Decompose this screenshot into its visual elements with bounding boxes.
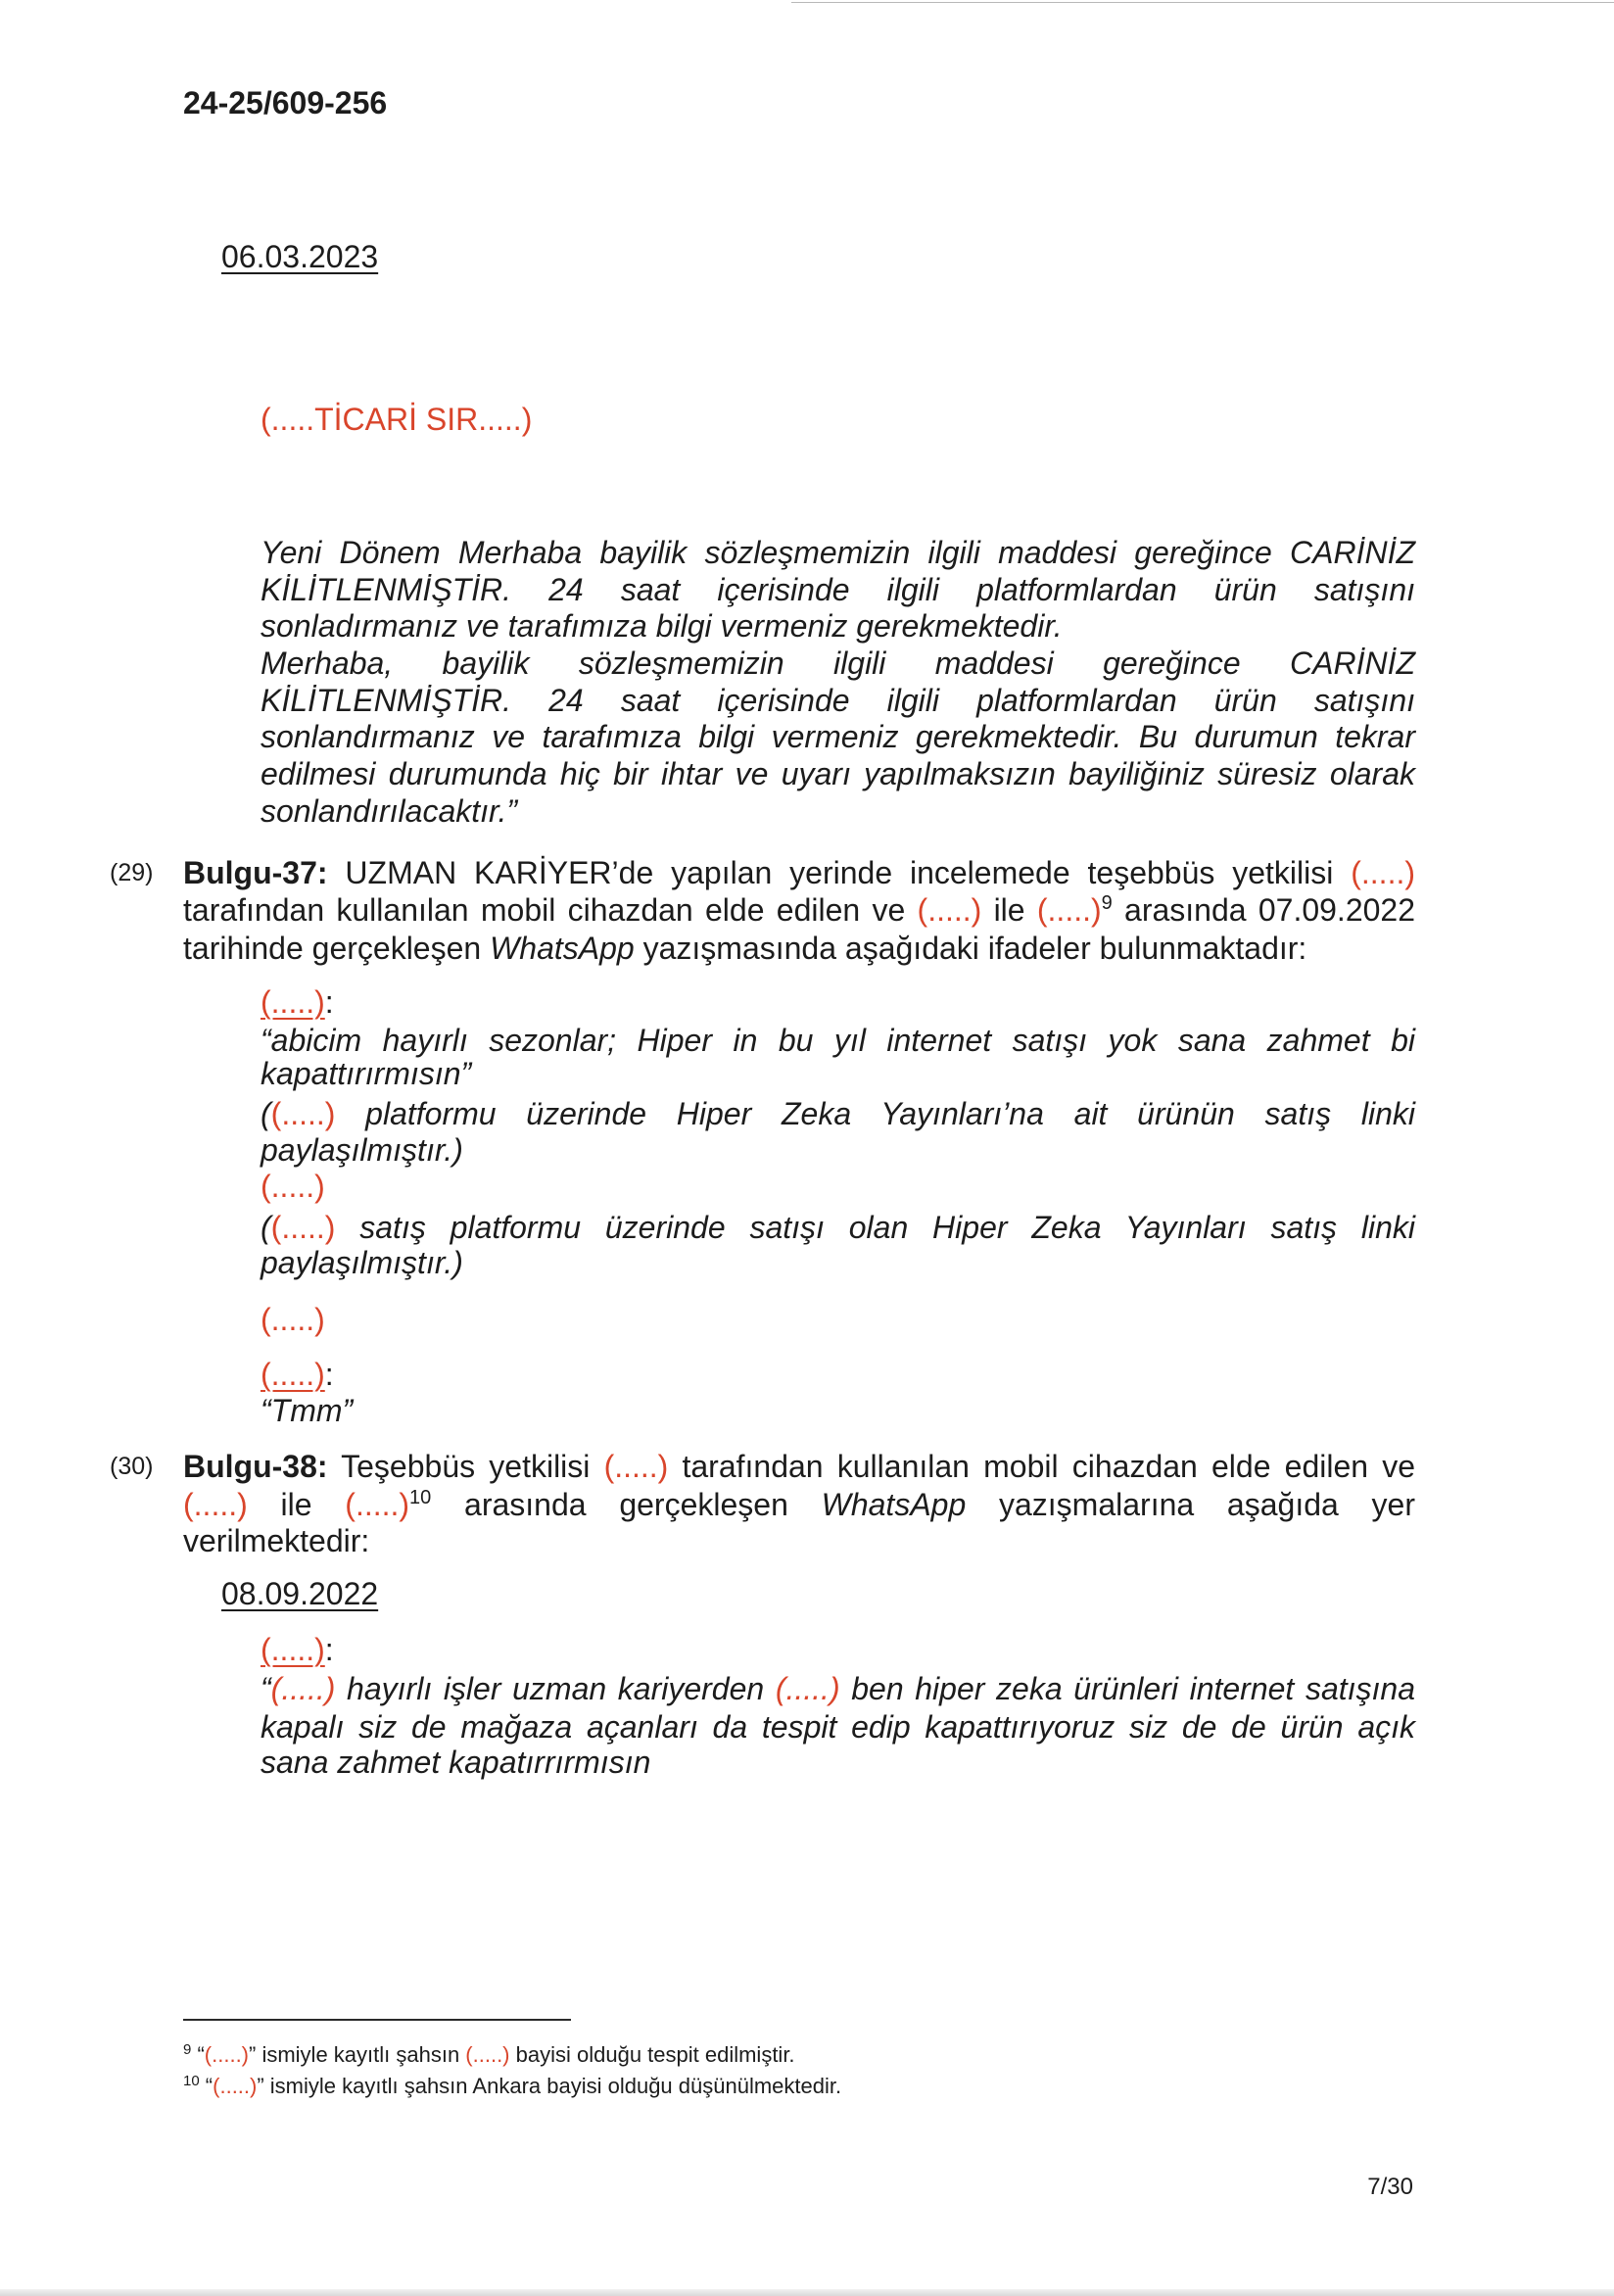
redaction-mark: (.....) [917, 892, 982, 928]
redaction-mark: (.....) [261, 1302, 325, 1337]
chat-note-line [261, 1209, 1415, 1246]
footnote-text: bayisi olduğu tespit edilmiştir. [509, 2042, 795, 2067]
sender-colon: : [324, 1357, 334, 1392]
message-line: KİLİTLENMİŞTİR. 24 saat içerisinde ilgili platformlardan ürün satışını [261, 572, 1415, 607]
document-number: 24-25/609-256 [183, 85, 388, 120]
note-paren: ( [261, 1210, 271, 1245]
redaction-mark: (.....) [261, 1169, 325, 1204]
message-line: sonlandırmanız ve tarafımıza bilgi vermeniz gerekmektedir. Bu durumun tekrar [261, 719, 1415, 754]
footnote-10 [183, 2072, 841, 2101]
message-line: sonladırmanız ve tarafımıza bilgi vermeniz gerekmektedir. [261, 608, 1063, 644]
redaction-mark: (.....) [465, 2042, 510, 2067]
footnote-text: “ [199, 2074, 214, 2098]
note-text: satış platformu üzerinde satışı olan Hiper Zeka Yayınları satış linki [335, 1210, 1415, 1245]
redaction-mark: (.....) [213, 2074, 258, 2098]
redaction-mark: (.....) [1036, 892, 1102, 928]
chat-message-line: sana zahmet kapatırrırmısın [261, 1745, 651, 1780]
paragraph-text: yazışmalarına aşağıda yer [966, 1487, 1416, 1522]
trade-secret-redaction: (.....TİCARİ SIR.....) [261, 402, 533, 437]
chat-note-line [261, 1095, 1415, 1132]
paragraph-text: arasında gerçekleşen [431, 1487, 822, 1522]
chat-sender [261, 983, 1415, 1021]
paragraph-29-line [183, 891, 1415, 929]
chat-reply: “Tmm” [261, 1393, 354, 1428]
chat-message-line: kapattırırmısın” [261, 1056, 472, 1091]
paragraph-text: arasında 07.09.2022 [1112, 892, 1416, 928]
message-line: edilmesi durumunda hiç bir ihtar ve uyarı yapılmaksızın bayiliğiniz süresiz olarak [261, 756, 1415, 791]
message-text: ben hiper zeka ürünleri internet satışına [839, 1671, 1416, 1706]
note-paren: ( [261, 1096, 271, 1131]
chat-sender [261, 1356, 1415, 1393]
app-name: WhatsApp [490, 931, 635, 966]
note-text: platformu üzerinde Hiper Zeka Yayınları’na ait ürünün satış linki [335, 1096, 1415, 1131]
sender-colon: : [324, 1632, 334, 1667]
paragraph-30-line [183, 1486, 1415, 1523]
paragraph-text: tarihinde gerçekleşen [183, 931, 491, 966]
chat-note-line: paylaşılmıştır.) [261, 1132, 463, 1168]
footnote-text: ” ismiyle kayıtlı şahsın [249, 2042, 466, 2067]
sender-colon: : [324, 984, 334, 1020]
footnote-text: ” ismiyle kayıtlı şahsın Ankara bayisi olduğu düşünülmektedir. [257, 2074, 842, 2098]
redaction-mark: (.....) [1351, 855, 1415, 890]
redaction-mark: (.....) [775, 1671, 840, 1706]
paragraph-text: ile [247, 1487, 346, 1522]
paragraph-text: tarafından kullanılan mobil cihazdan elde edilen ve [668, 1449, 1416, 1484]
chat-message-line: kapalı siz de mağaza açanları da tespit edip kapattırıyoruz siz de de ürün açık [261, 1709, 1415, 1745]
chat-message-line [261, 1670, 1415, 1707]
paragraph-text: tarafından kullanılan mobil cihazdan elde edilen ve [183, 892, 918, 928]
paragraph-number: (30) [110, 1453, 154, 1480]
finding-label: Bulgu-37: [183, 855, 328, 890]
finding-label: Bulgu-38: [183, 1449, 328, 1484]
footnote-9 [183, 2040, 795, 2070]
message-date: 06.03.2023 [221, 239, 379, 274]
footnote-text: “ [191, 2042, 205, 2067]
scan-edge-line [791, 2, 1614, 3]
message-text: hayırlı işler uzman kariyerden [335, 1671, 776, 1706]
message-line: sonlandırılacaktır.” [261, 793, 518, 829]
redaction-mark: (.....) [261, 1632, 325, 1667]
footnote-reference: 9 [1101, 892, 1113, 914]
paragraph-30-line [183, 1448, 1415, 1485]
footnote-number: 10 [183, 2073, 200, 2089]
paragraph-text: yazışmasında aşağıdaki ifadeler bulunmaktadır: [634, 931, 1307, 966]
app-name: WhatsApp [821, 1487, 967, 1522]
redaction-mark: (.....) [345, 1487, 410, 1522]
footnote-separator [183, 2019, 571, 2021]
paragraph-29-line [183, 854, 1415, 891]
paragraph-number: (29) [110, 859, 154, 886]
redaction-mark: (.....) [270, 1671, 336, 1706]
chat-message-line: “abicim hayırlı sezonlar; Hiper in bu yıl internet satışı yok sana zahmet bi [261, 1023, 1415, 1058]
redaction-mark: (.....) [603, 1449, 669, 1484]
redaction-mark: (.....) [204, 2042, 250, 2067]
chat-sender [261, 1631, 1415, 1668]
message-line: Merhaba, bayilik sözleşmemizin ilgili maddesi gereğince CARİNİZ [261, 646, 1415, 681]
message-line: Yeni Dönem Merhaba bayilik sözleşmemizin ilgili maddesi gereğince CARİNİZ [261, 535, 1415, 570]
quote-open: “ [261, 1671, 271, 1706]
redaction-mark: (.....) [183, 1487, 248, 1522]
message-line: KİLİTLENMİŞTİR. 24 saat içerisinde ilgili platformlardan ürün satışını [261, 683, 1415, 718]
chat-note-line: paylaşılmıştır.) [261, 1245, 463, 1280]
page-number: 7/30 [1367, 2174, 1413, 2200]
footnote-reference: 10 [409, 1487, 432, 1508]
paragraph-30-line: verilmektedir: [183, 1523, 370, 1558]
redaction-mark: (.....) [261, 984, 325, 1020]
paragraph-text: Teşebbüs yetkilisi [327, 1449, 604, 1484]
chat-date: 08.09.2022 [221, 1576, 379, 1611]
paragraph-text: ile [981, 892, 1037, 928]
paragraph-text: UZMAN KARİYER’de yapılan yerinde incelemede teşebbüs yetkilisi [327, 855, 1352, 890]
footnote-number: 9 [183, 2041, 192, 2058]
redaction-mark: (.....) [270, 1210, 336, 1245]
redaction-mark: (.....) [270, 1096, 336, 1131]
scan-bottom-edge [0, 2289, 1614, 2296]
paragraph-29-line [183, 930, 1415, 967]
redaction-mark: (.....) [261, 1357, 325, 1392]
